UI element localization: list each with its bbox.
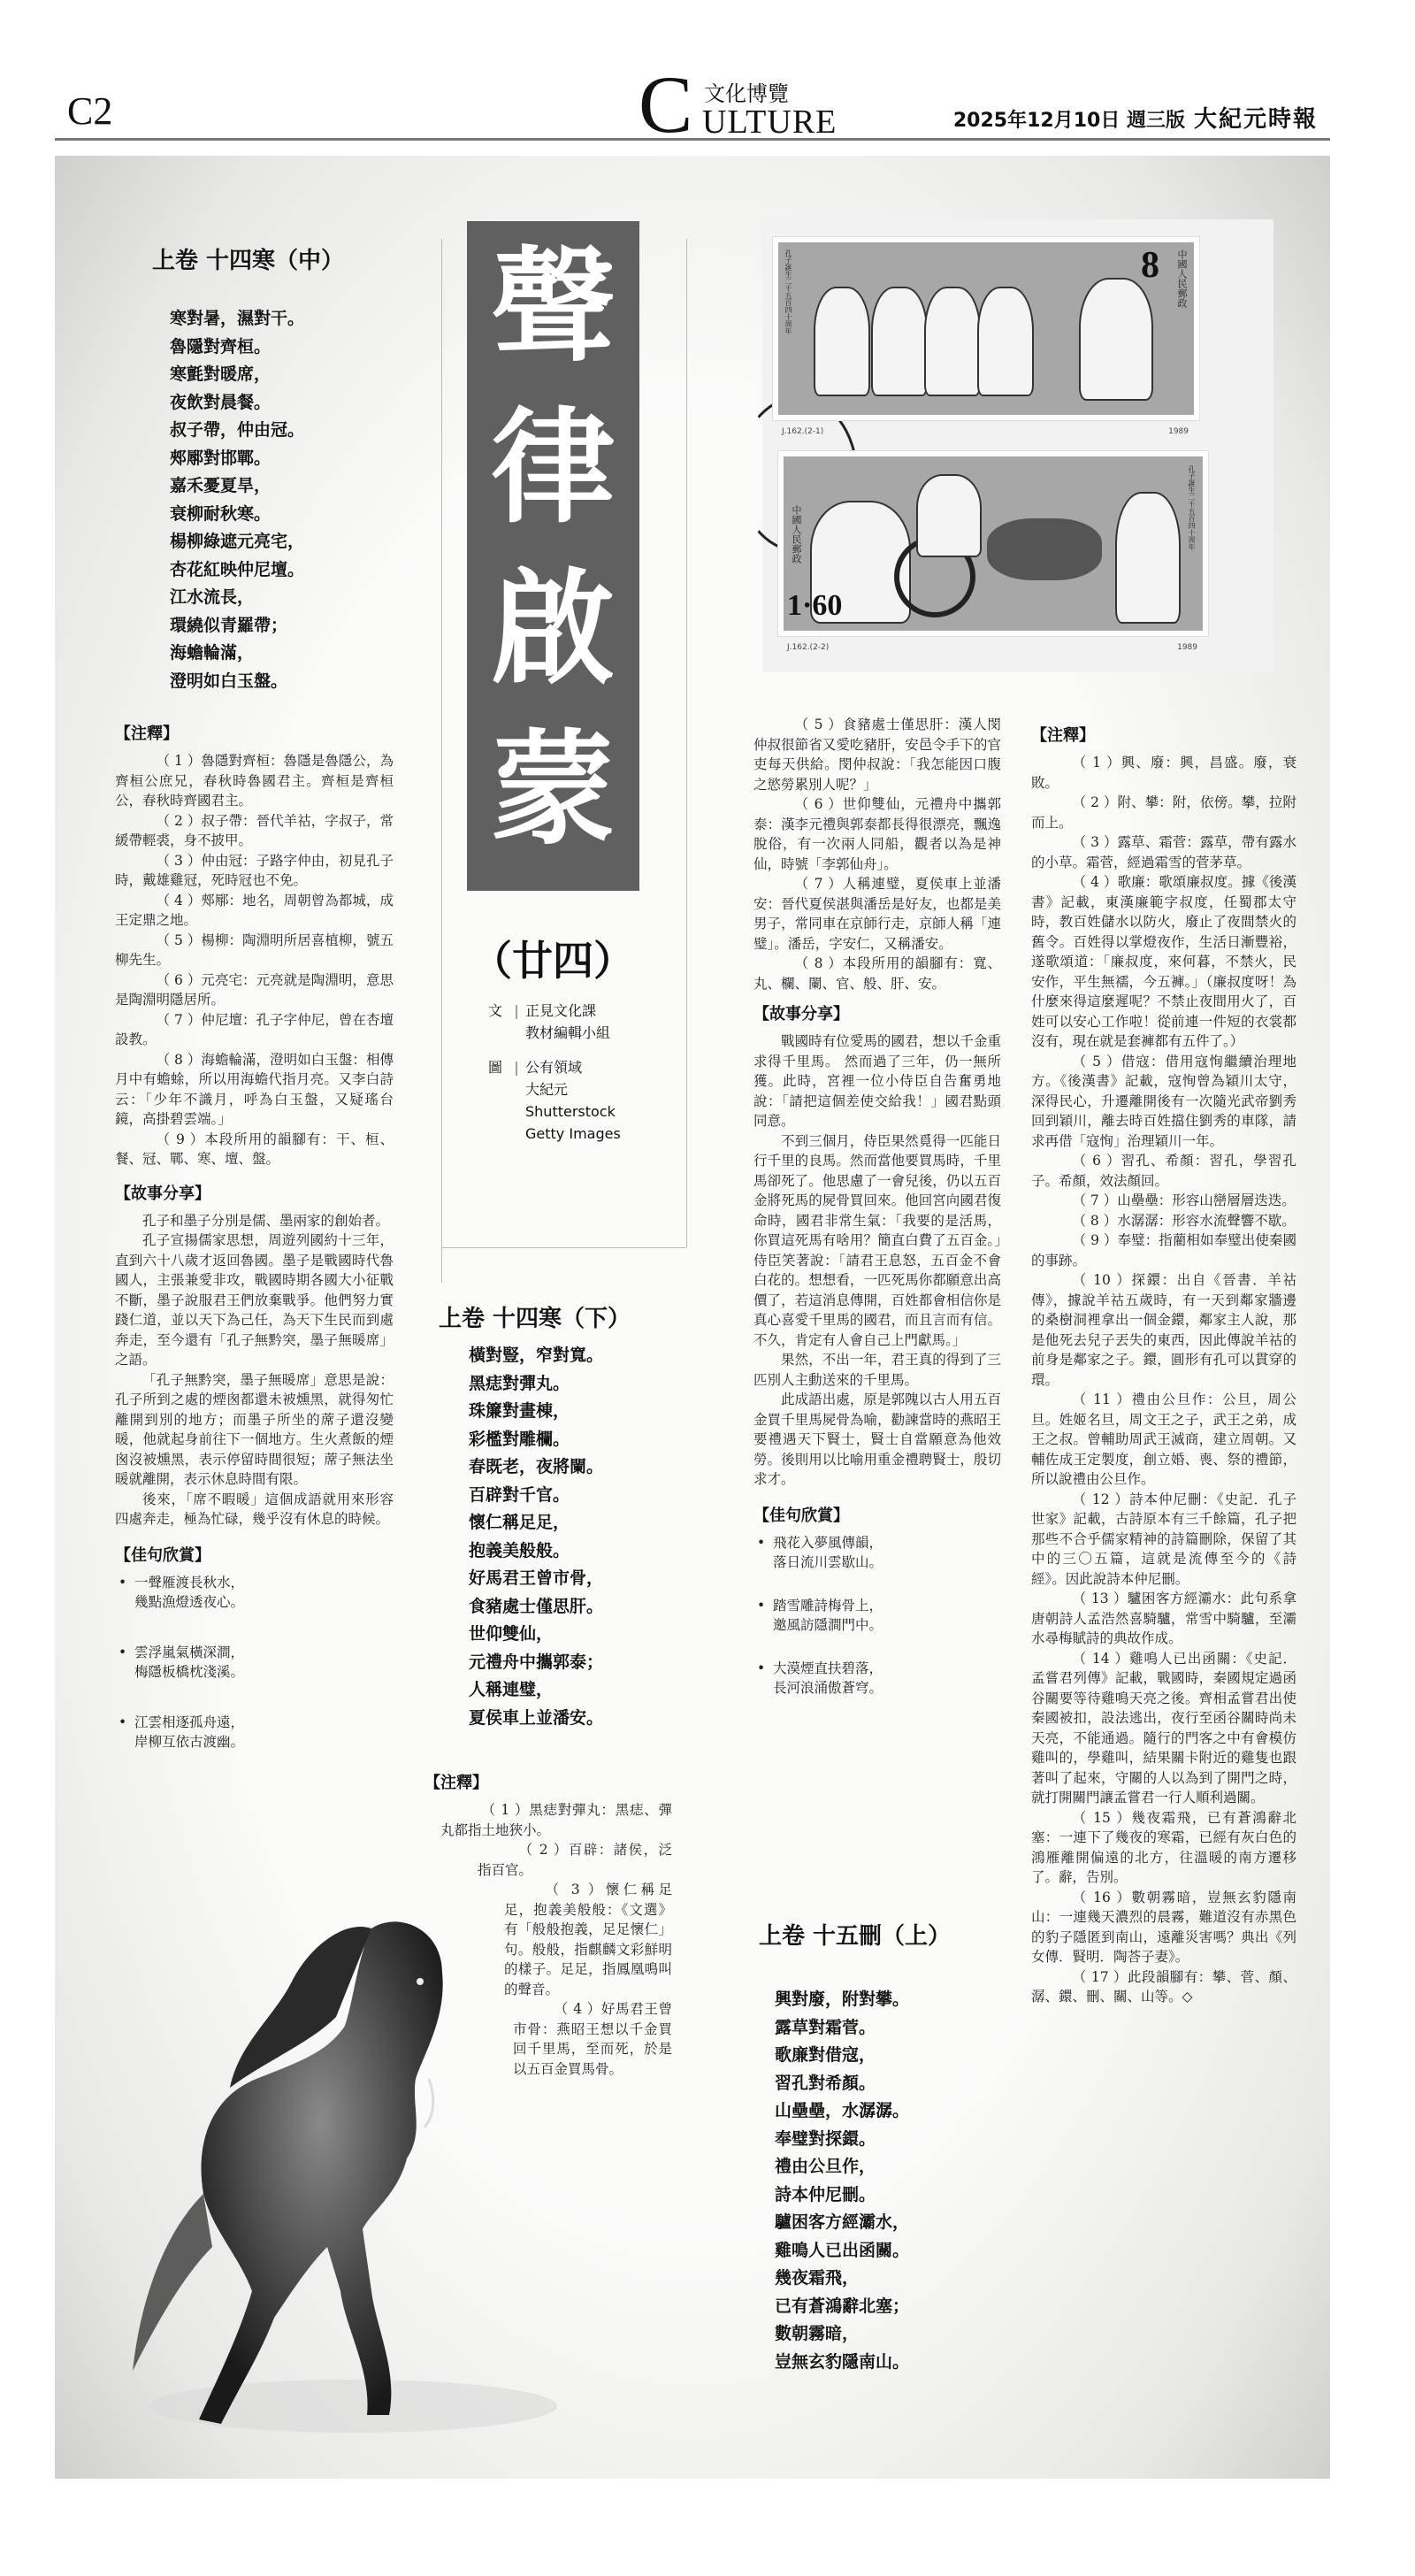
verse-line: 魯隱對齊桓。	[170, 336, 272, 356]
stamps-image	[762, 219, 1274, 672]
note-item: （ 5 ）楊柳：陶淵明所居喜植柳，號五柳先生。	[115, 932, 394, 968]
story-paragraph: 果然，不出一年，君王真的得到了三匹別人主動送來的千里馬。	[753, 1352, 1001, 1388]
verse-line: 海蟾輪滿，	[170, 643, 255, 663]
note-item: （ 4 ）歌廉：歌頌廉叔度。據《後漢書》記載，東漢廉範字叔度，任蜀郡太守時，教百姓儲水以防火，廢止了夜間禁火的舊令。百姓得以掌燈夜作，生活日漸豐裕，遂歌頌道：「廉叔度，來何暮，不禁火，民安作，平生無襦，今五褲。」（廉叔度呀！為什麼來得這麼遲呢？不禁止夜間用火了，百姓可以安心工作啦！從前連一件短的衣裳都沒有，現在就是套褲都有五件了。）	[1031, 874, 1296, 1049]
story-heading: 【故事分享】	[753, 1005, 849, 1024]
note-item: （ 1 ）黑痣對彈丸：黑痣、彈丸都指土地狹小。	[440, 1802, 672, 1838]
quote-item: • 雲浮嵐氣橫深澗， 梅隱板橋枕淺溪。	[115, 1643, 265, 1683]
quote-item: • 江雲相逐孤舟遠， 岸柳互依古渡幽。	[115, 1713, 265, 1752]
story-paragraph: 後來，「席不暇暖」這個成語就用來形容四處奔走，極為忙碌，幾乎沒有休息的時候。	[115, 1491, 394, 1527]
credit-author: 正見文化課	[525, 1002, 597, 1019]
note-item: （ 8 ）海蟾輪滿，澄明如白玉盤：相傳月中有蟾蜍，所以用海蟾代指月亮。又李白詩云：「少年不識月，呼為白玉盤，又疑瑤台鏡，高掛碧雲端。」	[115, 1051, 394, 1127]
verse-line: 嘉禾憂夏旱，	[170, 476, 272, 495]
note-item: （ 11 ）禮由公旦作：公旦，周公旦。姓姬名旦，周文王之子，武王之弟，成王之叔。曾輔助周武王滅商，建立周朝。又輔佐成王定製度，創立婚、喪、祭的禮節，所以說禮由公旦作。	[1031, 1392, 1296, 1487]
verse-line: 江水流長，	[170, 587, 255, 607]
verse-line: 叔子帶，仲由冠。	[170, 420, 305, 440]
quote-item: • 大漠煙直扶碧落， 長河浪涌傲蒼穹。	[753, 1659, 1001, 1698]
quote-item: • 飛花入夢風傳韻， 落日流川雲歇山。	[753, 1533, 1001, 1573]
galloping-horse-illustration	[106, 1875, 566, 2450]
note-item: （ 10 ）探鐶：出自《晉書．羊祜傳》，據說羊祜五歲時，有一天到鄰家牆邊的桑樹洞裡拿出一個金鐶，鄰家主人說，那是他死去兒子丟失的東西，因此傳說羊祜的前身是鄰家之子。鐶，圓形有孔可以貫穿的環。	[1031, 1272, 1296, 1388]
dateline	[953, 101, 1318, 134]
note-item: （ 4 ）郟鄏：地名，周朝曾為都城，成王定鼎之地。	[115, 892, 394, 928]
notes-heading: 【注釋】	[115, 724, 179, 743]
notes-heading: 【注釋】	[1031, 726, 1095, 745]
credit-author: 教材編輯小組	[525, 1024, 611, 1041]
verse-line: 夜飲對晨餐。	[170, 392, 272, 412]
note-item: （ 5 ）借寇：借用寇恂繼續治理地方。《後漢書》記載，寇恂曾為穎川太守，深得民心，升遷離開後有一次隨光武帝劉秀回到穎川，離去時百姓擋住劉秀的車隊，請求再借「寇恂」治理穎川一年。	[1031, 1053, 1296, 1149]
series-title-char: 聲	[491, 234, 616, 380]
story-paragraph: 「孔子無黔突，墨子無暖席」意思是說：孔子所到之處的煙囪都還未被燻黑，就得匆忙離開到別的地方；而墨子所坐的蓆子還沒變暖，他就起身前往下一個地方。生火煮飯的煙囪沒被燻黑，表示停留時間很短；蓆子無法坐暖就離開，表示休息時間有限。	[115, 1371, 394, 1487]
verse-line: 好馬君王曾市骨，	[469, 1568, 604, 1588]
note-item: （ 7 ）仲尼壇：孔子字仲尼，曾在杏壇設教。	[115, 1011, 394, 1047]
verse-block	[469, 1342, 672, 1732]
note-item: （ 3 ）懷仁稱足足，抱義美般般：《文選》有「般般抱義，足足懷仁」句。般般，指麒麟文彩鮮明的樣子。足足，指鳳凰鳴叫的聲音。	[504, 1882, 672, 1997]
credits: 文 | 正見文化課 教材編輯小組 圖 | 公有領域 大紀元 Shutterstock Getty Images	[488, 1000, 621, 1145]
verse-line: 禮由公旦作，	[775, 2157, 876, 2176]
story-paragraph: 不到三個月，侍臣果然覓得一匹能日行千里的良馬。然而當他要買馬時，千里馬卻死了。他思慮了一會兒後，仍以五百金將死馬的屍骨買回來。他回宮向國君復命時，國君非常生氣：「我要的是活馬，你買這死馬有啥用？簡直白費了五百金。」侍臣笑著說：「請君王息怒，五百金不會白花的。想想看，一匹死馬你都願意出高價了，若這消息傳開，百姓都會相信你是真心喜愛千里馬的國君，而且言而有信。不久，肯定有人會自己上門獻馬。」	[753, 1132, 1001, 1348]
story-heading: 【故事分享】	[115, 1184, 210, 1203]
verse-block	[170, 305, 394, 695]
note-item: （ 3 ）露草、霜菅：露草，帶有露水的小草。霜菅，經過霜雪的菅茅草。	[1031, 834, 1296, 870]
verse-line: 珠簾對畫棟，	[469, 1401, 570, 1421]
verse-line: 寒對暑，濕對干。	[170, 309, 305, 328]
masthead	[55, 59, 1330, 150]
quotes-block	[115, 1544, 265, 1752]
verse-line: 食豬處士僅思肝。	[469, 1596, 604, 1616]
section-14-han-middle	[115, 249, 394, 1782]
note-item: （ 6 ）習孔、希顏：習孔，學習孔子。希顏，效法顏回。	[1031, 1153, 1296, 1189]
story-block	[115, 1182, 394, 1530]
note-item: （ 3 ）仲由冠：子路字仲由，初見孔子時，戴雄雞冠，死時冠也不免。	[115, 852, 394, 888]
verse-line: 百辟對千官。	[469, 1484, 570, 1505]
issue-date: 2025年12月10日 週三版	[952, 110, 1185, 132]
notes-block	[115, 722, 394, 1169]
story-paragraph: 此成語出處，原是郭隗以古人用五百金買千里馬屍骨為喻，勸諫當時的燕昭王要禮遇天下賢士，賢士自當願意為他效勞。後則用以比喻用重金禮聘賢士，殷切求才。	[753, 1392, 1001, 1487]
note-item: （ 4 ）好馬君王曾市骨：燕昭王想以千金買回千里馬，至而死，於是以五百金買馬骨。	[513, 2001, 672, 2077]
section-title: 上卷 十四寒（中）	[152, 248, 345, 274]
column-divider	[686, 239, 687, 1247]
section-14-han-lower-notes	[753, 715, 1001, 1729]
verse-line: 杏花紅映仲尼壇。	[170, 559, 305, 579]
verse-line: 環繞似青羅帶；	[170, 615, 288, 635]
note-item: （ 14 ）雞鳴人已出函關：《史記．孟嘗君列傳》記載，戰國時，秦國規定過函谷關要等待雞鳴天亮之後。齊相孟嘗君出使秦國被扣，設法逃出，夜行至函谷關時尚未天亮，不能通過。隨行的門客之中有會模仿雞叫的，學雞叫，結果關卡附近的雞隻也跟著叫了起來，守關的人以為到了開門之時，就打開關門讓孟嘗君一行人順利過關。	[1031, 1650, 1296, 1806]
verse-line: 詩本仲尼刪。	[775, 2184, 876, 2204]
verse-line: 寒氈對暖席，	[170, 364, 272, 384]
note-item: （ 15 ）幾夜霜飛，已有蒼鴻辭北塞：一連下了幾夜的寒霜，已經有灰白色的鴻雁離開偏遠的北方，往溫暖的南方遷移了。辭，告別。	[1031, 1809, 1296, 1885]
story-block	[753, 1002, 1001, 1490]
verse-line: 黑痣對彈丸。	[469, 1373, 570, 1393]
verse-line: 夏侯車上並潘安。	[469, 1707, 604, 1728]
note-item: （ 9 ）本段所用的韻腳有：干、桓、餐、冠、鄲、寒、壇、盤。	[115, 1131, 394, 1167]
column-divider	[441, 239, 442, 1283]
verse-line: 山壘壘，水潺潺。	[775, 2101, 910, 2120]
newspaper-name: 大紀元時報	[1193, 106, 1318, 133]
verse-line: 楊柳綠遮元亮宅，	[170, 532, 305, 551]
verse-line: 郟鄏對邯鄲。	[170, 448, 272, 468]
verse-line: 奉璧對探鐶。	[775, 2128, 876, 2149]
verse-line: 人稱連璧，	[469, 1680, 554, 1699]
verse-line: 懷仁稱足足，	[469, 1513, 570, 1532]
series-title-char: 律	[491, 395, 616, 540]
note-item: （ 1 ）興、廢：興，昌盛。廢，衰敗。	[1031, 755, 1296, 791]
note-item: （ 12 ）詩本仲尼刪：《史記．孔子世家》記載，古詩原本有三千餘篇，孔子把那些不合乎儒家精神的詩篇刪除，保留了其中的三〇五篇，這就是流傳至今的《詩經》。因此說詩本仲尼刪。	[1031, 1491, 1296, 1587]
series-title-banner	[467, 221, 639, 891]
note-item: （ 16 ）數朝霧暗，豈無玄豹隱南山：一連幾天濃烈的晨霧，難道沒有赤黑色的豹子隱匿到南山，遠離災害嗎？典出《列女傳．賢明．陶荅子妻》。	[1031, 1889, 1296, 1965]
verse-line: 元禮舟中攜郭泰；	[469, 1652, 604, 1672]
note-item: （ 2 ）叔子帶：晉代羊祜，字叔子，常緩帶輕裘，身不披甲。	[115, 812, 394, 848]
verse-line: 澄明如白玉盤。	[170, 671, 288, 691]
section-name-cn: 文化博覽	[704, 81, 789, 106]
verse-line: 世仰雙仙，	[469, 1624, 554, 1644]
verse-line: 興對廢，附對攀。	[775, 1990, 910, 2009]
note-item: （ 13 ）驢困客方經灞水：此句系拿唐朝詩人孟浩然喜騎驢，常雪中騎驢，至灞水尋梅賦詩的典故作成。	[1031, 1591, 1296, 1646]
verse-line: 豈無玄豹隱南山。	[775, 2351, 910, 2372]
note-item: （ 7 ）人稱連璧，夏侯車上並潘安：晉代夏侯湛與潘岳是好友，也都是美男子，常同車在京師行走，京師人稱「連璧」。潘岳，字安仁，又稱潘安。	[753, 876, 1001, 952]
note-item: （ 8 ）本段所用的韻腳有：寬、丸、欄、闌、官、般、肝、安。	[753, 955, 1001, 992]
credits-divider	[442, 1247, 686, 1248]
quotes-heading: 【佳句欣賞】	[753, 1506, 849, 1525]
verse-block	[775, 1986, 1006, 2376]
section-15-shan-notes	[1031, 724, 1296, 2007]
verse-line: 抱義美般般。	[469, 1540, 570, 1560]
stamp-1: 孔子誕生二千五百四十周年 8 中國人民郵政 J.162.(2-1) 1989	[773, 237, 1199, 420]
quote-item: • 一聲雁渡長秋水， 幾點漁燈透夜心。	[115, 1573, 265, 1613]
verse-line: 春既老，夜將闌。	[469, 1457, 604, 1476]
note-item: （ 17 ）此段韻腳有：攀、菅、顏、潺、鐶、刪、關、山等。◇	[1031, 1968, 1296, 2005]
section-title: 上卷 十五刪（上）	[759, 1923, 952, 1950]
note-item: （ 1 ）魯隱對齊桓：魯隱是魯隱公，為齊桓公庶兄，春秋時魯國君主。齊桓是齊桓公，春秋時齊國君主。	[115, 753, 394, 809]
story-paragraph: 孔子和墨子分別是儒、墨兩家的創始者。	[142, 1212, 390, 1229]
page-number: C2	[67, 89, 113, 133]
verse-line: 習孔對希顏。	[775, 2073, 876, 2093]
note-item: （ 9 ）奉璧：指藺相如奉璧出使秦國的事跡。	[1031, 1232, 1296, 1269]
verse-line: 歌廉對借寇，	[775, 2045, 876, 2065]
note-item: （ 7 ）山壘壘：形容山巒層層迭迭。	[1072, 1192, 1296, 1208]
credit-image-label: 圖	[488, 1059, 503, 1076]
note-item: （ 2 ）百辟：諸侯，泛指百官。	[478, 1842, 672, 1878]
section-logo-initial: C	[639, 59, 693, 150]
story-paragraph: 孔子宣揚儒家思想，周遊列國約十三年，直到六十八歲才返回魯國。墨子是戰國時代魯國人，主張兼愛非攻，戰國時期各國大小征戰不斷，墨子說服君王們放棄戰爭。他們努力實踐仁道，並以天下為己任，為天下生民而到處奔走，至今還有「孔子無黔突，墨子無暖席」之語。	[115, 1232, 394, 1368]
note-item: （ 6 ）元亮宅：元亮就是陶淵明，意思是陶淵明隱居所。	[115, 971, 394, 1008]
quote-item: • 踏雪雕詩梅骨上， 邀風訪隱澗門中。	[753, 1596, 1001, 1636]
verse-line: 驢困客方經灞水，	[775, 2212, 910, 2232]
episode-number: （廿四）	[471, 937, 634, 985]
note-item: （ 8 ）水潺潺：形容水流聲響不歇。	[1072, 1212, 1296, 1229]
quotes-block	[753, 1504, 1001, 1698]
series-title-char: 蒙	[491, 717, 616, 862]
credit-image-source: 公有領域	[525, 1059, 583, 1076]
verse-line: 露草對霜菅。	[775, 2017, 876, 2037]
verse-line: 衰柳耐秋寒。	[170, 503, 272, 524]
credit-text-label: 文	[488, 1002, 503, 1019]
verse-line: 橫對豎，窄對寬。	[469, 1346, 604, 1365]
series-title-char: 啟	[491, 556, 616, 702]
credit-image-source: Getty Images	[525, 1125, 621, 1142]
quotes-heading: 【佳句欣賞】	[115, 1545, 210, 1565]
verse-line: 數朝霧暗，	[775, 2324, 860, 2343]
note-item: （ 5 ）食豬處士僅思肝：漢人閔仲叔很節省又愛吃豬肝，安邑令手下的官吏每天供給。閔仲叔說：「我怎能因口腹之慾勞累別人呢？」	[753, 717, 1001, 793]
section-title: 上卷 十四寒（下）	[439, 1306, 631, 1332]
verse-line: 已有蒼鴻辭北塞；	[775, 2296, 910, 2316]
story-paragraph: 戰國時有位愛馬的國君，想以千金重求得千里馬。 然而過了三年，仍一無所獲。此時，宮裡一位小侍臣自告奮勇地說：「請把這個差使交給我！」國君點頭同意。	[753, 1033, 1001, 1129]
verse-line: 幾夜霜飛，	[775, 2268, 860, 2288]
stamp-2: 中國人民郵政 1·60 孔子誕生二千五百四十周年 J.162.(2-2) 1989	[778, 451, 1208, 636]
notes-heading: 【注釋】	[424, 1774, 488, 1792]
credit-image-source: Shutterstock	[525, 1103, 616, 1120]
verse-line: 彩檻對雕欄。	[469, 1429, 570, 1449]
verse-line: 雞鳴人已出函關。	[775, 2240, 910, 2260]
section-name-en: ULTURE	[702, 104, 838, 141]
credit-image-source: 大紀元	[525, 1081, 569, 1098]
note-item: （ 6 ）世仰雙仙，元禮舟中攜郭泰：漢李元禮與郭泰都長得很漂亮，飄逸脫俗，有一次兩人同船，觀者以為是神仙，時號「李郭仙舟」。	[753, 796, 1001, 872]
section-15-shan-upper	[759, 1925, 1006, 2376]
note-item: （ 2 ）附、攀：附，依傍。攀，拉附而上。	[1031, 794, 1296, 831]
